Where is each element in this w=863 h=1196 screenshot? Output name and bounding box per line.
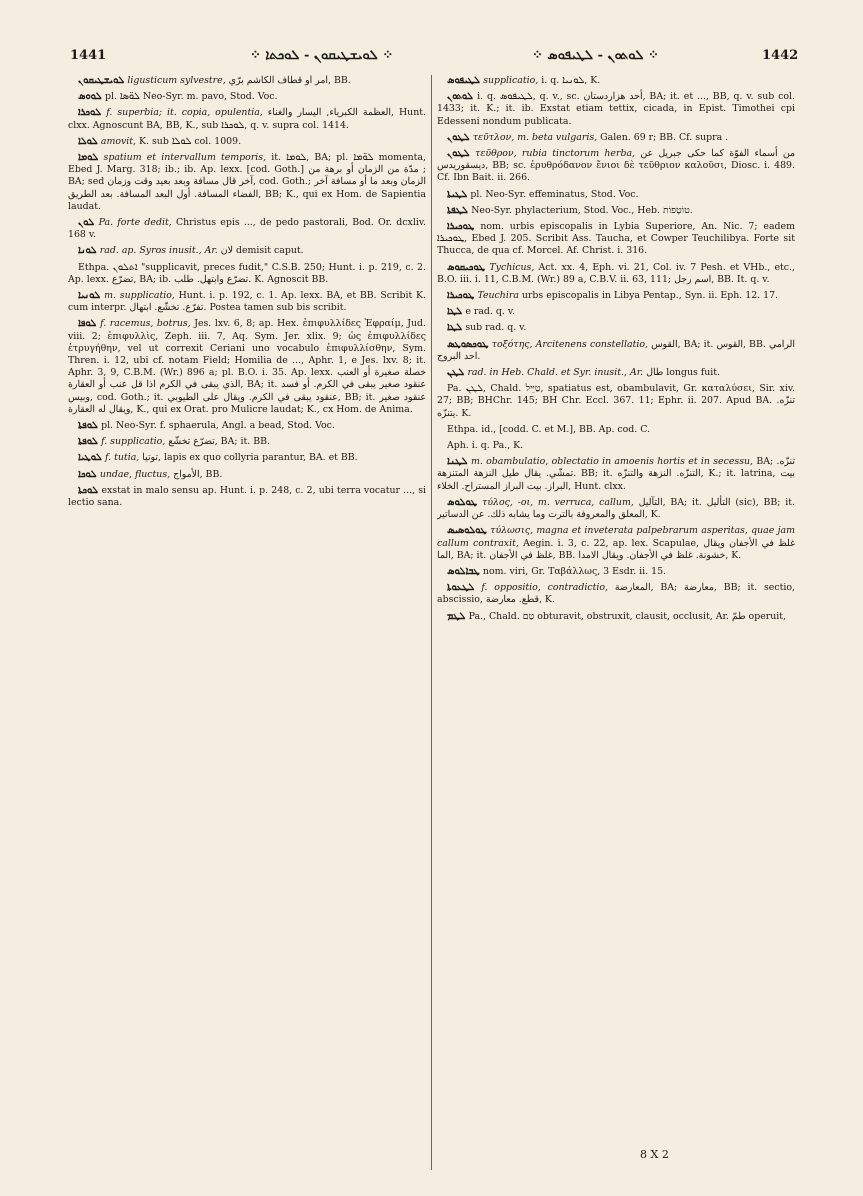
signature-mark: 8 X 2 — [640, 1148, 669, 1161]
entry-latin-gloss: ligusticum sylvestre, — [127, 75, 229, 86]
dictionary-entry — [68, 107, 426, 131]
dictionary-entry — [437, 383, 795, 420]
dictionary-entry — [68, 452, 426, 464]
entry-body: توتيا, lapis ex quo collyria parantur, BA. et BB. — [142, 452, 358, 464]
entry-headword: ܛܘܟܝܪܐ — [447, 221, 481, 233]
entry-headword: ܠܘܟܬܐ — [78, 484, 102, 496]
entry-latin-gloss: spatium et intervallum temporis, — [103, 152, 272, 164]
dictionary-entry — [437, 367, 795, 379]
entry-headword: ܠܛܐ — [447, 322, 466, 334]
entry-headword: ܠܘܦܬܐ — [78, 436, 102, 448]
column-divider — [431, 75, 432, 1170]
entry-headword: ܛܘܟܣܘܛܣ — [447, 338, 492, 350]
dictionary-entry — [437, 75, 795, 87]
page-number-right: 1442 — [762, 48, 799, 63]
entry-headword: ܠܛܘܢ — [447, 131, 473, 143]
entry-headword: ܠܘܬܘܢ — [447, 91, 478, 103]
entry-headword: ܠܘܘܣ — [78, 91, 105, 103]
entry-body: Neo-Syr. phylacterium, Stod. Voc., Heb. טוֹטָפוֹת. — [471, 204, 693, 216]
entry-latin-gloss: τεῦθρον, rubia tinctorum herba, — [475, 148, 641, 160]
entry-headword: ܠܘܟܪܐ — [78, 107, 107, 119]
dictionary-entry — [68, 91, 426, 103]
entry-headword: ܠܛܢ — [447, 367, 468, 379]
page-number-left: 1441 — [70, 48, 107, 63]
entry-body: pl. Neo-Syr. effeminatus, Stod. Voc. — [470, 188, 639, 200]
entry-headword: ܠܛܦܬܐ — [447, 204, 472, 216]
entry-latin-gloss: m. supplicatio, — [104, 290, 179, 302]
entry-body: pl. ܠܘ̈ܣܐ Neo-Syr. m. pavo, Stod. Voc. — [104, 91, 278, 103]
entry-headword: ܠܛܘܢ — [447, 148, 476, 160]
entry-headword: ܠܘܦܐ — [78, 318, 101, 330]
dictionary-entry — [68, 290, 426, 314]
dictionary-entry — [437, 582, 795, 606]
entry-headword: ܛܘܠܘܣܝܣ — [447, 525, 491, 537]
dictionary-entry — [68, 217, 426, 241]
entry-headword: ܠܘܝܫܛܝܩܘܢ — [78, 75, 128, 86]
entry-headword: ܠܛܢܐ — [447, 456, 471, 468]
entry-body: i. q. ܠܛܝܦܘܣ, q. v., sc. أحد هزاردستان, BA; it. et ..., BB, q. v. sub col. 1433; it. K.; it. ib. Exstat etiam tettix, cicada, in Epist. Timothei cpi Edesseni nondum publicata. — [437, 91, 795, 127]
dictionary-entry — [68, 152, 426, 213]
entry-latin-gloss: undae, fluctus, — [99, 468, 174, 480]
dictionary-entry — [437, 424, 795, 436]
dictionary-entry — [437, 525, 795, 562]
entry-body: urbs episcopalis in Libya Pentap., Syn. ii. Eph. 12. 17. — [521, 290, 779, 302]
entry-body: it. ܠܘܡܐ, BA; pl. ܠܘ̈ܡܐ momenta, Ebed J. Marg. 318; ib.; ib. Ap. lexx. [cod. Goth.] مدّة من الزمان أو برهة من ; BA; sed آخر قال مسافة وبعد بعيد وقت وزمان, cod. Goth.; الزمان وبعد ما أو مسافة آخر الفضاء المسافة. أول البعد المسافة. بعد الطريق, BB; K., qui ex Hom. de Sapientia laudat. — [68, 152, 426, 212]
entry-headword: ܠܛܝܦܘܣ — [447, 75, 484, 86]
entry-body: Ethpa. ܐܬܠܘܢ "supplicavit, preces fudit," C.S.B. 250; Hunt. i. p. 219, c. 2. Ap. lexx. تضرّع, BA; ib. تضرّع وابتهل. طلب. K. Agnoscit BB. — [68, 261, 426, 285]
entry-body: تضرّع تخشّع, BA; it. BB. — [168, 436, 270, 448]
entry-body: Ethpa. id., [codd. C. et M.], BB. Ap. cod. C. — [447, 423, 651, 435]
entry-latin-gloss: f. supplicatio, — [101, 436, 169, 448]
entry-latin-gloss: rad. ap. Syros inusit., Ar. — [99, 245, 221, 257]
entry-headword: ܠܛܝܬܐ — [447, 188, 471, 200]
entry-body: Pa. ܠܛܢ, Chald. טַיֵּיל, spatiatus est, obambulavit, Gr. καταλύσει, Sir. xiv. 27; BB; BHChr. 145; BH Chr. Eccl. 367. 11; Ephr. ii. 207. Apud BA. تنزّه. يتنزّه. K. — [437, 383, 795, 419]
entry-body: Jes. lxv. 6, 8; ap. Hex. ἐπιφυλλίδες Ἐφραίμ, Jud. viii. 2; ἐπιφυλλὶς, Zeph. iii. 7, Aq. Sym. Jer. xlix. 9; ὡς ἐπιφυλλίδες ἐτρυγήθην, vel ut correxit Ceriani uno vocabulo ἐπιφυλλίσθην, Sym. Thren. i. 12, ubi cf. notam Field; Homilia de ..., Aphr. 1, e Jes. lxv. 8; it. Aphr. 3, 9, C.B.M. (Wr.) 896 a; pl. B.O. i. 35. Ap. lexx. خصلة صغيرة أو العنب الذي يبقى في الكرم اذا قل عنب أو العقارة, BA; it. عنقود صغير يبقى في الكرم. أو فسد وبيس, cod. Goth.; it. عنقود يبقى في الكرم. ويقال على الطيوبي, BB; it. عنقود صغير ويقال له العقارة, K., qui ex Orat. pro Mulicre laudat; K., cx Hom. de Anima. — [68, 318, 426, 415]
entry-body: nom. urbis episcopalis in Lybia Superiore, An. Nic. 7; eadem ܛܘܟܝܪܐ, Ebed J. 205. Scribit Ass. Taucha, et Cowper Teuchilibya. Forte sit Thucca, de qua cf. Morcel. Af. Christ. i. 316. — [437, 221, 795, 257]
entry-latin-gloss: f. tutia, — [105, 452, 143, 464]
dictionary-entry — [437, 221, 795, 258]
dictionary-entry — [68, 245, 426, 257]
entry-headword: ܠܘܟܐ — [78, 468, 100, 480]
entry-body: المعارضة, BA; معارضة, BB; it. sectio, abscissio, قطع. معارضة, K. — [437, 582, 795, 606]
entry-headword: ܠܘܛܝܐ — [78, 452, 106, 464]
entry-latin-gloss: τύλος, -οι, m. verruca, callum, — [482, 496, 639, 508]
entry-latin-gloss: f. oppositio, contradictio, — [481, 582, 615, 594]
dictionary-entry — [437, 262, 795, 286]
entry-body: K. sub ܠܘܠܐ col. 1009. — [139, 135, 242, 147]
entry-body: nom. viri, Gr. Ταβάλλως, 3 Esdr. ii. 15. — [482, 565, 667, 577]
dictionary-entry — [437, 339, 795, 363]
running-head-left: ⁘ ܠܘܝܫܛܝܩܘܢ - ܠܘܟܬܐ ⁘ — [250, 48, 394, 63]
dictionary-entry — [68, 136, 426, 148]
entry-headword: ܠܛܐ — [447, 306, 466, 318]
entry-headword: ܠܛܡ — [447, 610, 469, 622]
dictionary-entry — [68, 75, 426, 87]
dictionary-entry — [68, 420, 426, 432]
left-column — [68, 75, 426, 1165]
entry-latin-gloss: τεῦτλον, m. beta vulgaris, — [472, 131, 601, 143]
entry-body: BA; تنزّه. تمشّي. يقال طيل النزهة المتنزهة. BB; it. التنزّه. النزهة والتنزّه, K.; it. latrina, بيت البراز. بيت البراز المستراح. الخلاء, Hunt. clxx. — [437, 456, 795, 492]
entry-latin-gloss: Pa. forte dedit, — [98, 217, 176, 229]
dictionary-entry — [68, 436, 426, 448]
right-column — [437, 75, 795, 1165]
entry-latin-gloss: Tychicus, — [489, 261, 539, 273]
entry-headword: ܠܘܡܐ — [78, 152, 104, 164]
entry-latin-gloss: Teuchira — [477, 290, 522, 302]
entry-headword: ܠܘܠܐ — [78, 135, 101, 147]
entry-body: لان demisit caput. — [220, 245, 304, 257]
entry-body: exstat in malo sensu ap. Hunt. i. p. 248, c. 2, ubi terra vocatur ..., si lectio sana. — [68, 484, 426, 509]
dictionary-entry — [68, 469, 426, 481]
running-head-right: ⁘ ܠܘܬܘܢ - ܠܛܝܦܘܣ ⁘ — [532, 48, 659, 63]
entry-latin-gloss: supplicatio, — [483, 75, 542, 86]
entry-latin-gloss: τοξότης, Arcitenens constellatio, — [491, 338, 652, 350]
dictionary-entry — [437, 132, 795, 144]
entry-headword: ܠܘܦܬܐ — [78, 420, 102, 432]
dictionary-entry — [68, 262, 426, 286]
entry-latin-gloss: τύλωσις, magna et inveterata palpebrarum asperitas, quae jam callum contraxit, — [437, 525, 795, 549]
entry-body: Act. xx. 4, Eph. vi. 21, Col. iv. 7 Pesh. et VHb., etc., B.O. iii. i. 11, C.B.M. (Wr.) 89 a, C.B.V. ii. 63, 111; اسم رجل, BB. It. q. v. — [437, 261, 795, 285]
entry-headword: ܠܘܢ — [78, 217, 99, 229]
entry-latin-gloss: f. superbia; it. copia, opulentia, — [106, 107, 268, 119]
dictionary-entry — [437, 566, 795, 578]
dictionary-entry — [437, 456, 795, 493]
entry-headword: ܛܒܐܠܘܣ — [447, 565, 483, 577]
entry-headword: ܠܘܢܐ — [78, 245, 100, 257]
entry-latin-gloss: f. racemus, botrus, — [100, 318, 195, 330]
entry-body: أمر أو قطاف الكاشم برّي, BB. — [228, 75, 351, 86]
entry-body: sub rad. q. v. — [465, 322, 527, 334]
entry-body: i. q. ܠܘܢܝܐ, K. — [541, 75, 601, 86]
entry-body: Aph. i. q. Pa., K. — [447, 440, 524, 452]
dictionary-entry — [437, 611, 795, 623]
entry-body: Hunt. i. p. 192, c. 1. Ap. lexx. BA, et BB. Scribit K. cum interpr. تفرّع. تخشّع. ابتهال. Postea tamen sub bis scribit. — [68, 290, 426, 314]
entry-latin-gloss: rad. in Heb. Chald. et Syr. inusit., Ar. — [467, 367, 647, 379]
entry-headword: ܛܘܠܘܣ — [447, 496, 483, 508]
dictionary-entry — [437, 306, 795, 318]
dictionary-entry — [437, 205, 795, 217]
entry-latin-gloss: amovit, — [100, 135, 140, 147]
entry-body: pl. Neo-Syr. f. sphaerula, Angl. a bead, Stod. Voc. — [101, 420, 335, 432]
dictionary-entry — [68, 318, 426, 416]
dictionary-entry — [437, 189, 795, 201]
entry-headword: ܛܘܟܝܩܘܣ — [447, 261, 490, 273]
entry-headword: ܛܘܟܝܪܐ — [447, 290, 478, 302]
entry-body: Christus epis ..., de pedo pastorali, Bod. Or. dcxliv. 168 v. — [68, 217, 426, 241]
dictionary-entry — [437, 497, 795, 521]
entry-body: Aegin. i. 3, c. 22, ap. lex. Scapulae, غلظ في الأجفان ويقال الما, BA; it. غلظ في الأجفان, BB. خشونة. غلظ في الأجفان. ويقال الامدا, K. — [437, 537, 795, 561]
dictionary-entry — [437, 91, 795, 128]
entry-body: العظمة الكبرياء, اليسار والغناء, Hunt. clxx. Agnoscunt BA, BB, K., sub ܠܘܟܪܐ, q. v. supra col. 1414. — [68, 107, 426, 131]
dictionary-entry — [437, 148, 795, 185]
dictionary-entry — [437, 290, 795, 302]
entry-headword: ܠܛܥܘܬܐ — [447, 582, 482, 594]
entry-body: من أسماء الفوّة كما حكى جبريل عن ديسقوريدس, BB; sc. ἐρυθρόδανον ἔνιοι δὲ τεῦθριον καλοῦσι, Diosc. i. 489. Cf. Ibn Bait. ii. 266. — [437, 148, 795, 184]
entry-latin-gloss: m. obambulatio, oblectatio in amoenis hortis et in secessu, — [470, 456, 757, 468]
entry-body: Pa., Chald. טַם obturavit, obstruxit, clausit, occlusit, Ar. طمّ operuit, — [468, 610, 787, 622]
dictionary-entry — [437, 322, 795, 334]
entry-body: القوس, BA; it. القوس, BB. الرامي احد البروج. — [437, 338, 795, 362]
entry-body: طال longus fuit. — [646, 367, 721, 379]
dictionary-entry — [437, 440, 795, 452]
entry-body: Galen. 69 r; BB. Cf. supra . — [600, 131, 729, 143]
dictionary-entry — [68, 485, 426, 509]
entry-body: e rad. q. v. — [465, 306, 516, 318]
entry-headword: ܠܘܢܝܐ — [78, 290, 105, 302]
entry-body: التآليل, BA; it. التأليل (sic), BB; it. المعلق والمعروفة بالترت وما يشابه ذلك. عن الدساتير, K. — [437, 496, 795, 521]
entry-body: الأمواج, BB. — [173, 468, 223, 480]
